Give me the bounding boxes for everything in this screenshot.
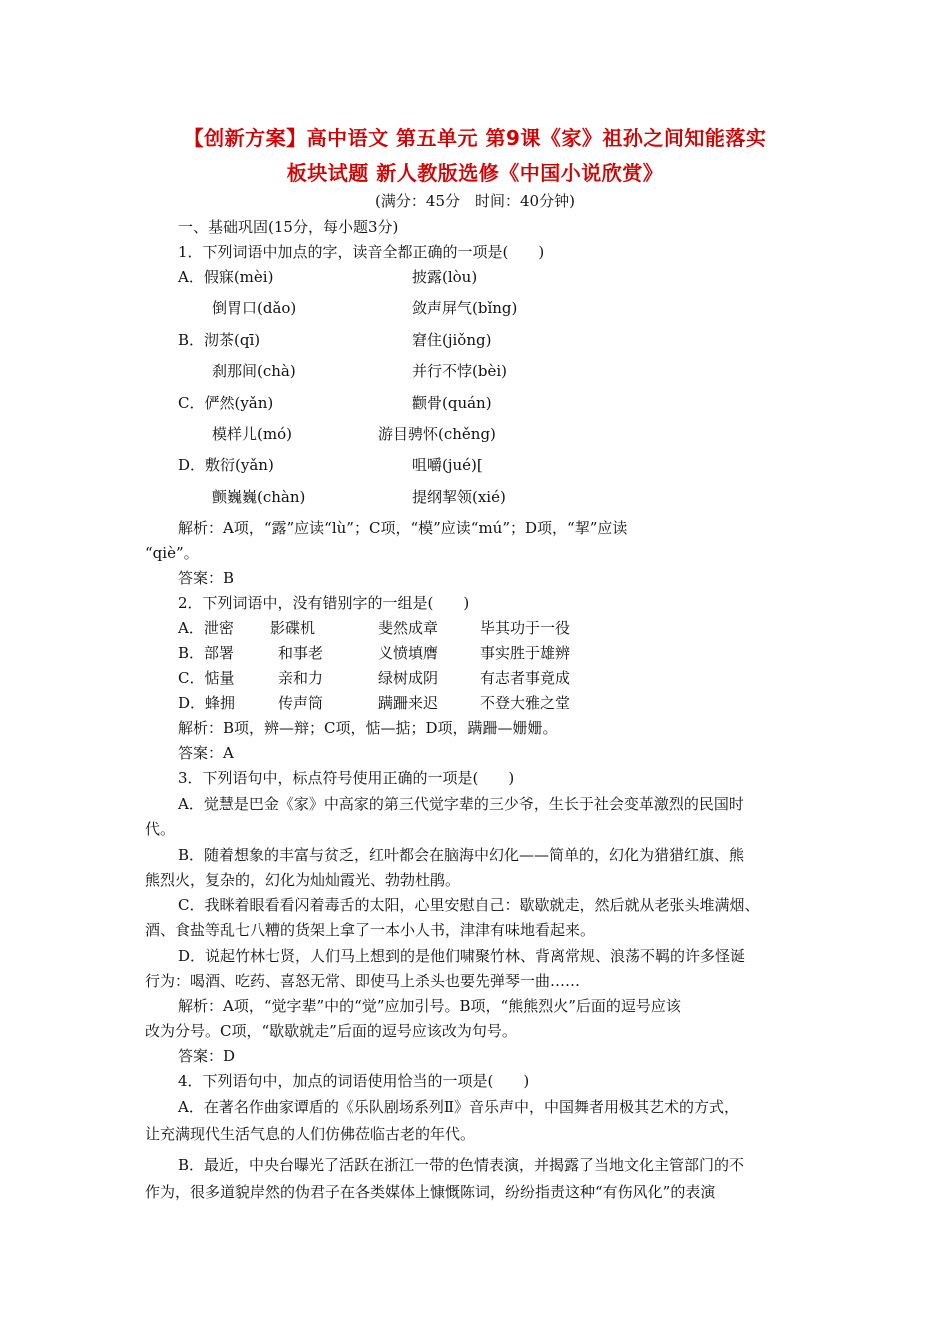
- q3-option-c-line2: 酒、食盐等乱七八糟的货架上拿了一本小人书，津津有味地看起来。: [145, 921, 596, 939]
- q2-option-b-3: 义愤填膺: [378, 644, 439, 662]
- q4-stem: 4．下列语句中，加点的词语使用恰当的一项是( ): [178, 1072, 530, 1090]
- q2-option-d-2: 传声筒: [278, 694, 324, 712]
- q1-analysis-line1: 解析：A项，“露”应读“lù”；C项，“模”应读“mú”；D项，“挈”应读: [178, 519, 628, 537]
- q3-stem: 3．下列语句中，标点符号使用正确的一项是( ): [178, 769, 515, 787]
- q2-option-d-4: 不登大雅之堂: [480, 694, 571, 712]
- q4-option-b-line1: B．最近，中央台曝光了活跃在浙江一带的色情表演，并揭露了当地文化主管部门的不: [178, 1156, 745, 1174]
- q1-option-a-2: 披露(lòu): [412, 268, 478, 286]
- q2-option-c-4: 有志者事竟成: [480, 669, 571, 687]
- q3-analysis-line1: 解析：A项，“觉字辈”中的“觉”应加引号。B项，“熊熊烈火”后面的逗号应该: [178, 997, 681, 1015]
- q2-option-d-1: D．蜂拥: [178, 694, 236, 712]
- q1-option-b-2: 窘住(jiǒng): [412, 331, 492, 349]
- q2-option-c-2: 亲和力: [278, 669, 324, 687]
- q2-option-a-2: 影碟机: [270, 619, 316, 637]
- q3-option-b-line1: B．随着想象的丰富与贫乏，红叶都会在脑海中幻化——简单的，幻化为猎猎红旗、熊: [178, 846, 745, 864]
- q2-option-b-4: 事实胜于雄辨: [480, 644, 571, 662]
- q2-stem: 2．下列词语中，没有错别字的一组是( ): [178, 594, 470, 612]
- document-title-line2: 板块试题 新人教版选修《中国小说欣赏》: [286, 161, 664, 185]
- q2-option-b-2: 和事老: [278, 644, 324, 662]
- q1-option-d-1: D．敷衍(yǎn): [178, 456, 274, 474]
- q2-analysis: 解析：B项，辨—辩；C项，惦—掂；D项，蹒跚—姗姗。: [178, 719, 558, 737]
- q3-answer: 答案：D: [178, 1047, 236, 1065]
- q3-option-a-line2: 代。: [145, 820, 176, 838]
- q1-option-a-1: A．假寐(mèi): [178, 268, 274, 286]
- q3-option-d-line1: D．说起竹林七贤，人们马上想到的是他们啸聚竹林、背离常规、浪荡不羁的许多怪诞: [178, 947, 746, 965]
- q2-answer: 答案：A: [178, 744, 234, 762]
- q1-analysis-line2: “qiè”。: [145, 544, 199, 562]
- q2-option-a-4: 毕其功于一役: [480, 619, 571, 637]
- q2-option-c-3: 绿树成阴: [378, 669, 439, 687]
- q1-option-c-4: 游目骋怀(chěng): [378, 425, 496, 443]
- q3-option-c-line1: C．我眯着眼看看闪着毒舌的太阳，心里安慰自己：歇歇就走，然后就从老张头堆满烟、: [178, 896, 760, 914]
- q4-option-b-line2: 作为，很多道貌岸然的伪君子在各类媒体上慷慨陈词，纷纷指责这种“有伤风化”的表演: [145, 1183, 716, 1201]
- q3-option-b-line2: 熊烈火，复杂的，幻化为灿灿霞光、勃勃杜鹃。: [145, 871, 461, 889]
- q2-option-b-1: B．部署: [178, 644, 235, 662]
- q1-option-d-3: 颤巍巍(chàn): [212, 488, 306, 506]
- q2-option-c-1: C．惦量: [178, 669, 235, 687]
- q3-option-a-line1: A．觉慧是巴金《家》中高家的第三代觉字辈的三少爷，生长于社会变革激烈的民国时: [178, 795, 744, 813]
- q2-option-a-1: A．泄密: [178, 619, 234, 637]
- q1-option-c-3: 模样儿(mó): [212, 425, 292, 443]
- q1-option-b-4: 并行不悖(bèi): [412, 362, 507, 380]
- q3-option-d-line2: 行为：喝酒、吃药、喜怒无常、即使马上杀头也要先弹琴一曲……: [145, 972, 581, 990]
- q4-option-a-line1: A．在著名作曲家谭盾的《乐队剧场系列Ⅱ》音乐声中，中国舞者用极其艺术的方式，: [178, 1098, 740, 1116]
- q1-option-a-3: 倒胃口(dǎo): [212, 299, 297, 317]
- q1-option-d-2: 咀嚼(jué)[: [412, 456, 483, 474]
- document-title-line1: 【创新方案】高中语文 第五单元 第9课《家》祖孙之间知能落实: [183, 126, 767, 150]
- q1-option-b-1: B．沏茶(qī): [178, 331, 261, 349]
- q2-option-a-3: 斐然成章: [378, 619, 439, 637]
- q1-option-c-2: 颧骨(quán): [412, 394, 492, 412]
- q4-option-a-line2: 让充满现代生活气息的人们仿佛莅临古老的年代。: [145, 1125, 476, 1143]
- section-heading: 一、基础巩固(15分，每小题3分): [178, 218, 399, 236]
- q3-analysis-line2: 改为分号。C项，“歇歇就走”后面的逗号应该改为句号。: [145, 1022, 517, 1040]
- q1-stem: 1．下列词语中加点的字，读音全都正确的一项是( ): [178, 243, 545, 261]
- q1-option-c-1: C．俨然(yǎn): [178, 394, 274, 412]
- q1-option-d-4: 提纲挈领(xié): [412, 488, 506, 506]
- q1-option-a-4: 敛声屏气(bǐng): [412, 299, 518, 317]
- q1-option-b-3: 刹那间(chà): [212, 362, 296, 380]
- q2-option-d-3: 蹒跚来迟: [378, 694, 439, 712]
- exam-meta: (满分：45分 时间：40分钟): [375, 192, 575, 210]
- q1-answer: 答案：B: [178, 569, 235, 587]
